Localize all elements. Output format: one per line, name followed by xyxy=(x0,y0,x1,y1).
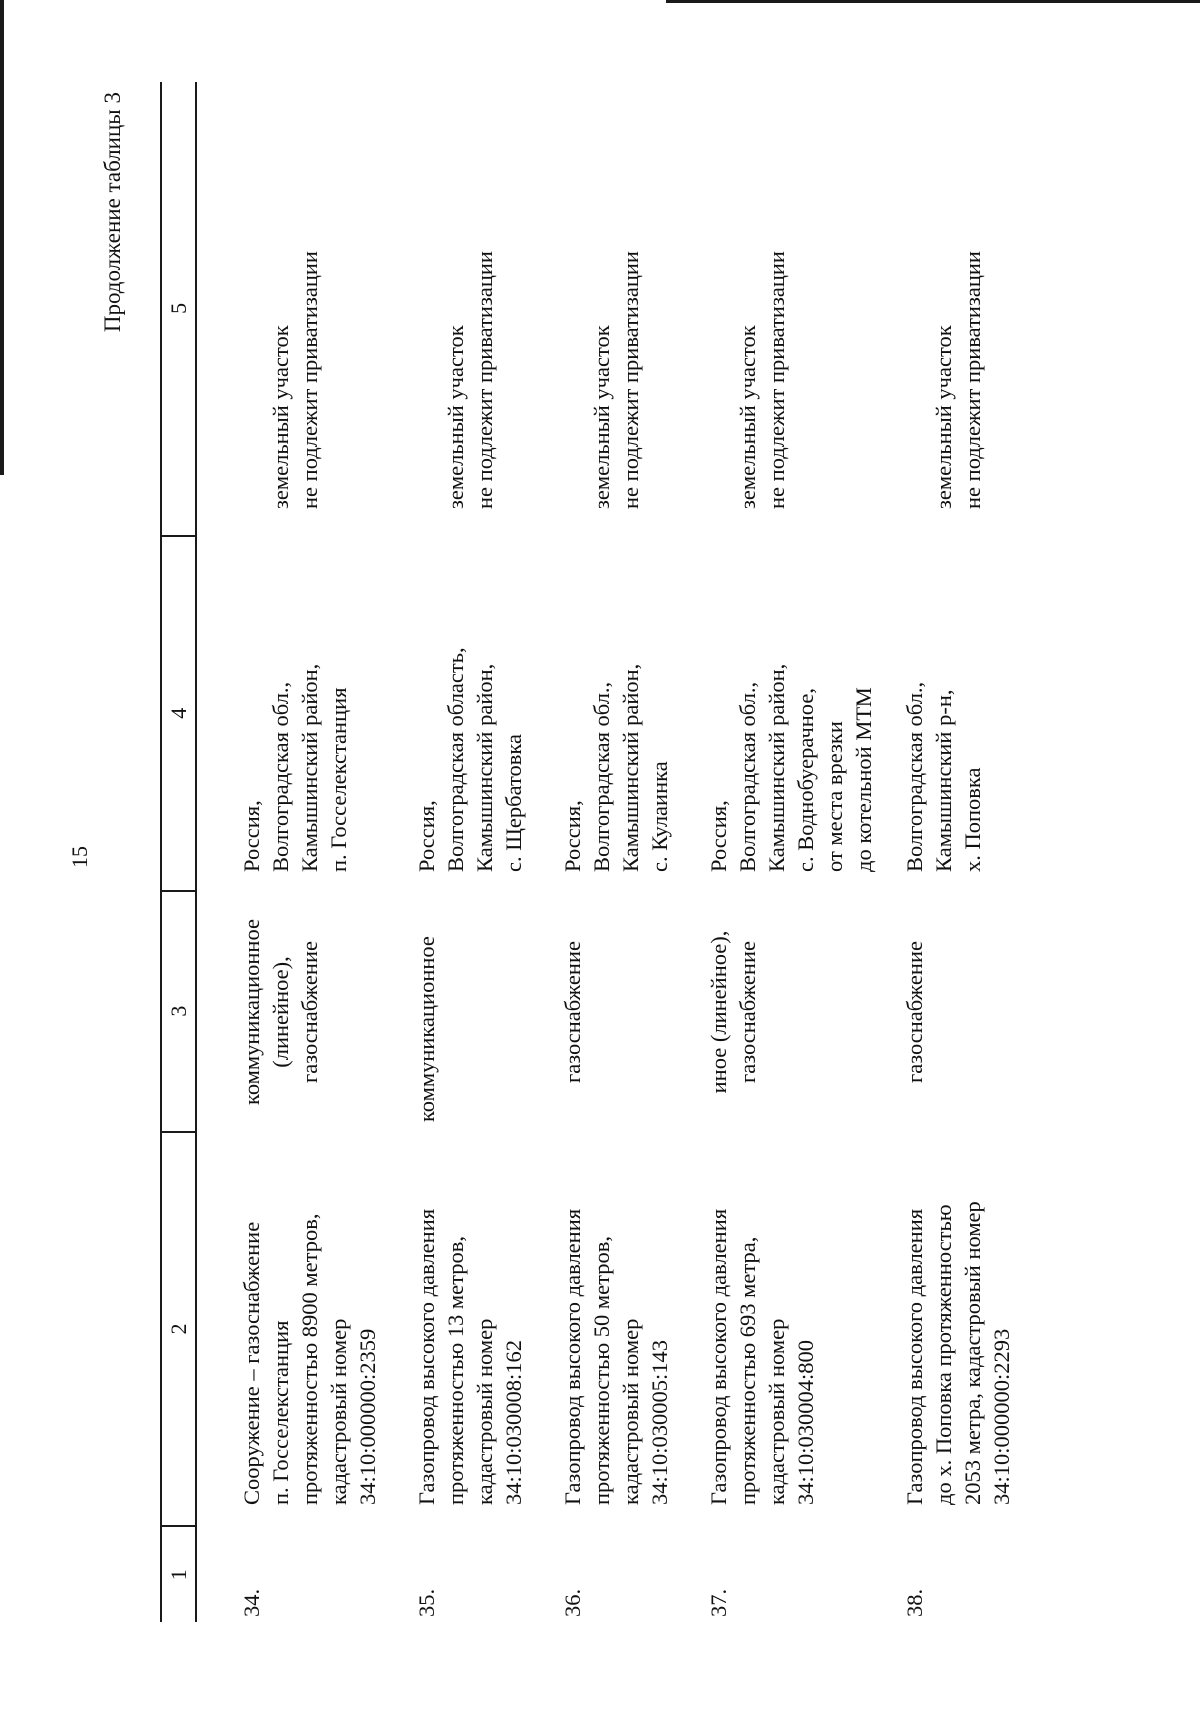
object-purpose: иное (линейное), газоснабжение xyxy=(706,930,760,1094)
row-number: 34. xyxy=(239,1588,264,1617)
object-name: Газопровод высокого давления протяженностью 693 метра, кадастровый номер 34:10:030004:800 xyxy=(706,1208,818,1505)
row-number: 38. xyxy=(902,1588,927,1617)
object-address: Россия, Волгоградская обл., Камышинский район, п. Госселекстанция xyxy=(239,663,351,872)
object-note: земельный участок не подлежит приватизации xyxy=(735,251,789,509)
property-table xyxy=(160,82,1016,1622)
object-note: земельный участок не подлежит приватизации xyxy=(931,251,985,509)
object-name: Сооружение – газоснабжение п. Госселекстанция протяженностью 8900 метров, кадастровый номер 34:10:000000:2359 xyxy=(239,1213,380,1505)
object-address: Россия, Волгоградская обл., Камышинский район, с. Кулаинка xyxy=(560,663,672,872)
row-number: 35. xyxy=(414,1588,439,1617)
object-purpose: газоснабжение xyxy=(902,941,927,1083)
table-header-row xyxy=(160,82,197,1622)
table-continuation-label: Продолжение таблицы 3 xyxy=(100,92,125,333)
object-purpose: коммуникационное xyxy=(414,936,439,1122)
column-header-3: 3 xyxy=(162,892,195,1133)
column-header-2: 2 xyxy=(162,1133,195,1528)
object-address: Россия, Волгоградская область, Камышинский район, с. Щербатовка xyxy=(414,647,526,872)
object-address: Россия, Волгоградская обл., Камышинский район, с. Воднобуерачное, от места врезки до котельной МТМ xyxy=(706,663,876,872)
object-name: Газопровод высокого давления протяженностью 13 метров, кадастровый номер 34:10:030008:162 xyxy=(414,1208,526,1505)
object-note: земельный участок не подлежит приватизации xyxy=(443,251,497,509)
page-number: 15 xyxy=(67,846,92,868)
object-name: Газопровод высокого давления до х. Поповка протяженностью 2053 метра, кадастровый номер 34:10:000000:2293 xyxy=(902,1201,1014,1505)
object-note: земельный участок не подлежит приватизации xyxy=(268,251,322,509)
row-number: 36. xyxy=(560,1588,585,1617)
column-header-1: 1 xyxy=(165,1569,191,1581)
table-row xyxy=(412,82,528,1622)
table-row xyxy=(900,82,1016,1622)
table-row xyxy=(704,82,878,1622)
object-purpose: газоснабжение xyxy=(560,941,585,1083)
table-row xyxy=(558,82,674,1622)
object-name: Газопровод высокого давления протяженностью 50 метров, кадастровый номер 34:10:030005:143 xyxy=(560,1208,672,1505)
row-number: 37. xyxy=(706,1588,731,1617)
object-address: Волгоградская обл., Камышинский р-н, х. Поповка xyxy=(902,681,985,872)
object-purpose: коммуникационное (линейное), газоснабжение xyxy=(239,919,322,1105)
column-header-5: 5 xyxy=(162,82,195,537)
column-header-4: 4 xyxy=(162,537,195,892)
object-note: земельный участок не подлежит приватизации xyxy=(589,251,643,509)
table-row xyxy=(237,82,382,1622)
